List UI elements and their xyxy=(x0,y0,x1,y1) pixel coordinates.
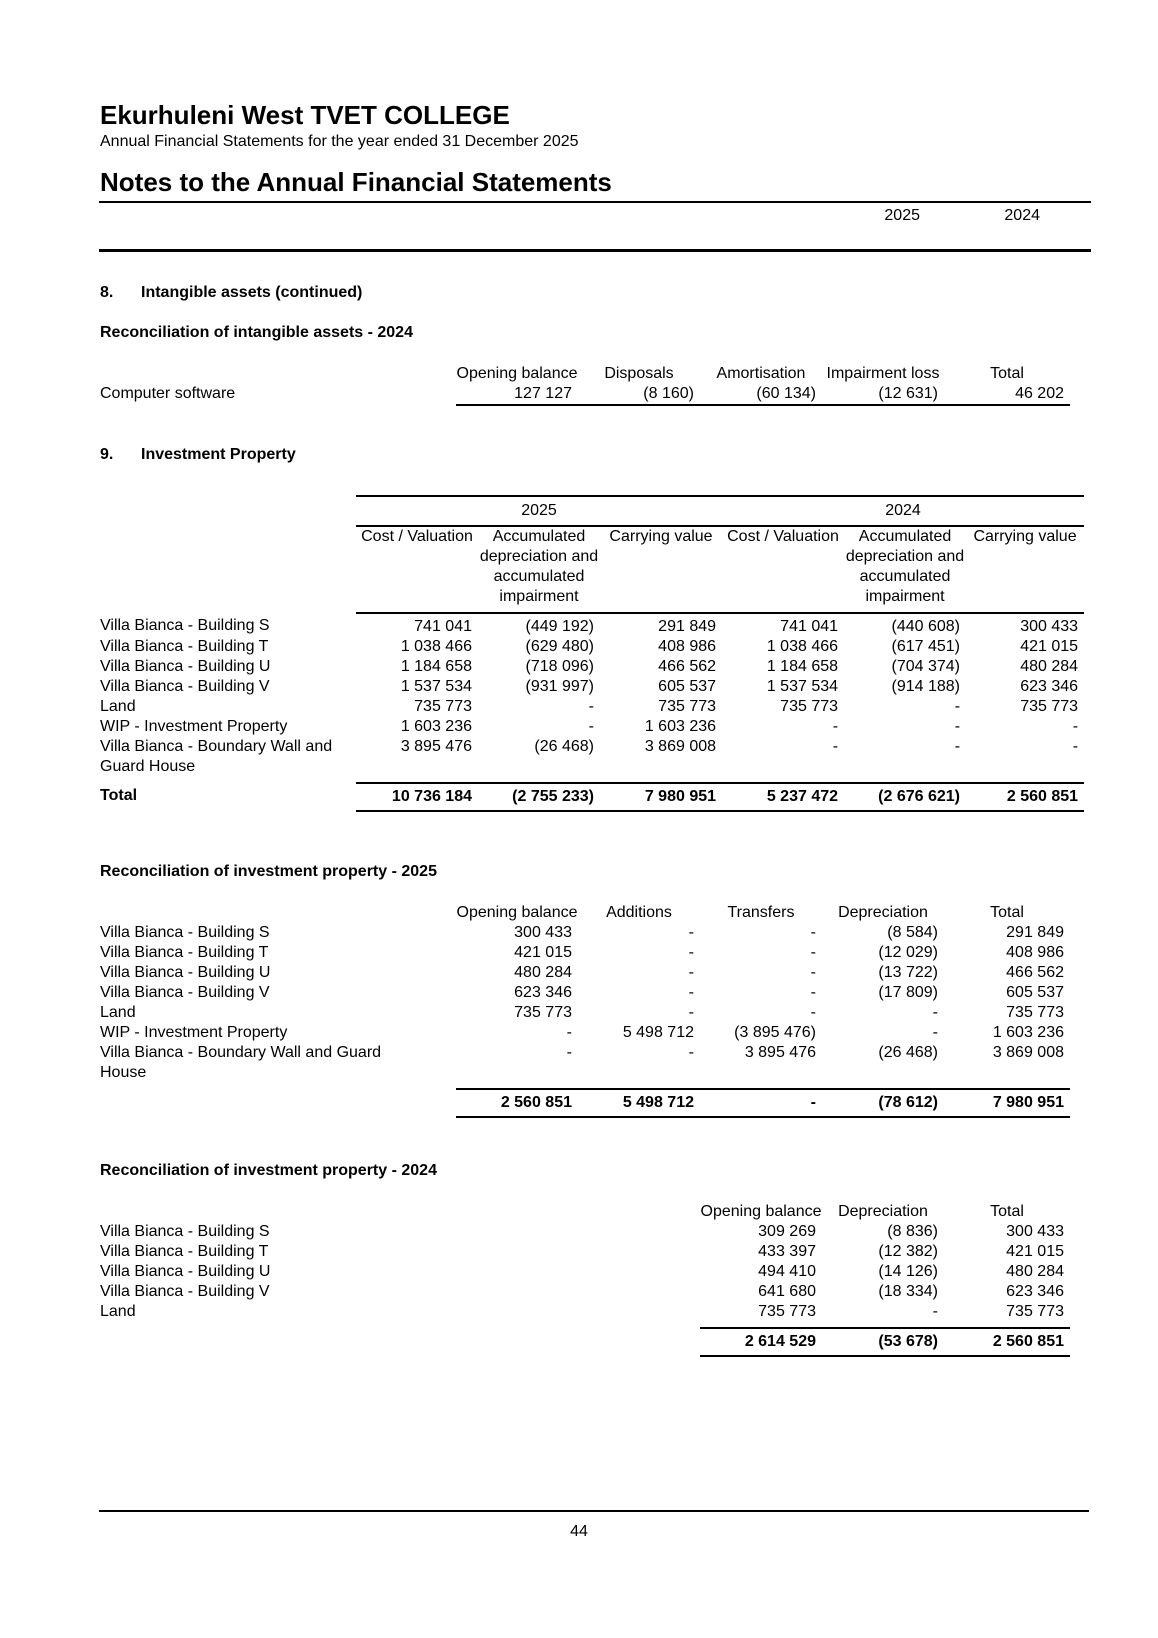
cell-value: 741 041 xyxy=(780,618,839,635)
header-top-rule xyxy=(99,201,1091,203)
group-header-2024: 2024 xyxy=(722,496,1084,526)
table-row xyxy=(100,1242,1070,1262)
cell-value: (8 584) xyxy=(887,924,938,941)
total-value: 10 736 184 xyxy=(356,783,478,811)
cell-value: (18 334) xyxy=(878,1283,938,1300)
table-row xyxy=(100,1262,1070,1282)
cell-value: (60 134) xyxy=(700,384,822,405)
total-value: 5 237 472 xyxy=(722,783,844,811)
table-row xyxy=(100,637,1084,657)
column-header: Carrying value xyxy=(966,526,1084,613)
cell-value: - xyxy=(1072,738,1079,755)
cell-value: 3 895 476 xyxy=(400,738,472,755)
cell-value: 1 603 236 xyxy=(992,1024,1064,1041)
cell-value: - xyxy=(566,1024,572,1041)
row-label: Villa Bianca - Building V xyxy=(100,1283,270,1300)
cell-value: 5 498 712 xyxy=(622,1024,694,1041)
cell-value: 1 537 534 xyxy=(766,678,839,695)
section-9-number: 9. xyxy=(100,446,114,463)
cell-value: (26 468) xyxy=(534,738,594,755)
section-8-subheading: Reconciliation of intangible assets - 2024 xyxy=(100,324,413,341)
cell-value: 623 346 xyxy=(1020,678,1079,695)
column-header: Amortisation xyxy=(716,365,806,382)
cell-value: 1 184 658 xyxy=(400,658,472,675)
cell-value: - xyxy=(932,1303,938,1320)
cell-value: 623 346 xyxy=(514,984,572,1001)
cell-value: (8 160) xyxy=(578,384,700,405)
cell-value: 291 849 xyxy=(658,618,717,635)
section-8-heading: Intangible assets (continued) xyxy=(141,284,363,301)
intangible-recon-2024-table xyxy=(100,364,1070,406)
cell-value: - xyxy=(688,1044,694,1061)
cell-value: 46 202 xyxy=(944,384,1070,405)
total-value: 7 980 951 xyxy=(944,1089,1070,1117)
row-label: Villa Bianca - Building V xyxy=(100,984,270,1001)
cell-value: 291 849 xyxy=(1006,924,1064,941)
section-8-number: 8. xyxy=(100,284,114,301)
table-row xyxy=(100,923,1070,943)
cell-value: 735 773 xyxy=(658,698,717,715)
row-label: WIP - Investment Property xyxy=(100,1024,288,1041)
total-value: 2 560 851 xyxy=(966,783,1084,811)
cell-value: 735 773 xyxy=(414,698,472,715)
cell-value: (8 836) xyxy=(887,1223,938,1240)
row-label: Villa Bianca - Building S xyxy=(100,617,270,634)
cell-value: 1 537 534 xyxy=(400,678,472,695)
table-row xyxy=(100,717,1084,737)
cell-value: 480 284 xyxy=(514,964,572,981)
row-label: Computer software xyxy=(100,385,236,402)
row-label: Villa Bianca - Building T xyxy=(100,638,269,655)
cell-value: 735 773 xyxy=(1020,698,1079,715)
column-header: Additions xyxy=(606,904,672,921)
cell-value: 421 015 xyxy=(514,944,572,961)
cell-value: (14 126) xyxy=(878,1263,938,1280)
cell-value: 641 680 xyxy=(758,1283,816,1300)
cell-value: (12 382) xyxy=(878,1243,938,1260)
cell-value: 1 038 466 xyxy=(400,638,472,655)
cell-value: - xyxy=(954,718,961,735)
cell-value: 421 015 xyxy=(1020,638,1079,655)
row-label: WIP - Investment Property xyxy=(100,718,288,735)
year-group-header-row xyxy=(100,496,1084,526)
investment-recon-2025-table xyxy=(100,903,1070,1118)
total-value: 5 498 712 xyxy=(578,1089,700,1117)
row-label: Villa Bianca - Building U xyxy=(100,658,271,675)
cell-value: 735 773 xyxy=(1006,1303,1064,1320)
cell-value: - xyxy=(954,698,961,715)
cell-value: - xyxy=(954,738,961,755)
cell-value: 300 433 xyxy=(1020,618,1079,635)
cell-value: 1 603 236 xyxy=(400,718,472,735)
row-label: Land xyxy=(100,698,136,715)
table-row xyxy=(100,613,1084,637)
column-header: Disposals xyxy=(604,365,674,382)
cell-value: 466 562 xyxy=(658,658,717,675)
cell-value: 735 773 xyxy=(1006,1004,1064,1021)
column-header: Carrying value xyxy=(600,526,722,613)
cell-value: - xyxy=(588,698,594,715)
column-header: Cost / Valuation xyxy=(356,526,478,613)
column-header: Opening balance xyxy=(456,904,578,921)
section-9-heading: Investment Property xyxy=(141,446,296,463)
cell-value: (13 722) xyxy=(878,964,938,981)
table-row xyxy=(100,983,1070,1003)
cell-value: 300 433 xyxy=(1006,1223,1064,1240)
table-row xyxy=(100,657,1084,677)
cell-value: - xyxy=(810,924,816,941)
column-header: Depreciation xyxy=(838,1203,928,1220)
page-title: Notes to the Annual Financial Statements xyxy=(100,167,612,197)
cell-value: 3 869 008 xyxy=(644,738,717,755)
table-row xyxy=(100,1302,1070,1328)
cell-value: (26 468) xyxy=(878,1044,938,1061)
header-bottom-rule xyxy=(99,249,1091,252)
column-header: Transfers xyxy=(727,904,795,921)
table-header-row xyxy=(100,364,1070,384)
row-label: Villa Bianca - Boundary Wall and Guard House xyxy=(100,1044,382,1081)
column-header: Cost / Valuation xyxy=(722,526,844,613)
column-header: Opening balance xyxy=(456,365,578,382)
cell-value: 309 269 xyxy=(758,1223,816,1240)
table-row xyxy=(100,1023,1070,1043)
cell-value: (3 895 476) xyxy=(734,1024,816,1041)
cell-value: 735 773 xyxy=(780,698,839,715)
cell-value: (449 192) xyxy=(525,618,594,635)
cell-value: (12 631) xyxy=(822,384,944,405)
cell-value: - xyxy=(932,1004,938,1021)
table-row xyxy=(100,1222,1070,1242)
column-header: Opening balance xyxy=(700,1203,822,1220)
total-row xyxy=(100,783,1084,811)
cell-value: - xyxy=(832,718,839,735)
cell-value: 3 869 008 xyxy=(992,1044,1064,1061)
cell-value: 1 603 236 xyxy=(644,718,717,735)
table-row xyxy=(100,677,1084,697)
cell-value: (629 480) xyxy=(525,638,594,655)
cell-value: - xyxy=(932,1024,938,1041)
cell-value: 735 773 xyxy=(758,1303,816,1320)
cell-value: 300 433 xyxy=(514,924,572,941)
cell-value: 480 284 xyxy=(1006,1263,1064,1280)
cell-value: - xyxy=(810,964,816,981)
row-label: Villa Bianca - Building V xyxy=(100,678,270,695)
row-label: Villa Bianca - Building T xyxy=(100,944,269,961)
table-row xyxy=(100,1282,1070,1302)
cell-value: - xyxy=(810,984,816,1001)
cell-value: 127 127 xyxy=(456,384,578,405)
total-value: (2 676 621) xyxy=(844,783,966,811)
table-row xyxy=(100,963,1070,983)
cell-value: (931 997) xyxy=(525,678,594,695)
total-value: (78 612) xyxy=(822,1089,944,1117)
cell-value: (914 188) xyxy=(891,678,961,695)
row-label: Villa Bianca - Building S xyxy=(100,924,270,941)
table-row xyxy=(100,1043,1070,1089)
year-prior-header: 2024 xyxy=(1004,207,1040,224)
total-row xyxy=(100,1328,1070,1356)
cell-value: 466 562 xyxy=(1006,964,1064,981)
cell-value: 480 284 xyxy=(1020,658,1079,675)
cell-value: - xyxy=(588,718,594,735)
table-header-row xyxy=(100,903,1070,923)
column-header: Total xyxy=(990,1203,1024,1220)
cell-value: - xyxy=(566,1044,572,1061)
total-label: Total xyxy=(100,787,138,804)
cell-value: 1 184 658 xyxy=(766,658,839,675)
cell-value: 605 537 xyxy=(1006,984,1064,1001)
table-row xyxy=(100,1003,1070,1023)
page-number: 44 xyxy=(570,1523,588,1540)
total-value: (2 755 233) xyxy=(478,783,600,811)
column-header: Depreciation xyxy=(838,904,928,921)
row-label: Villa Bianca - Building T xyxy=(100,1243,269,1260)
cell-value: - xyxy=(810,1004,816,1021)
cell-value: 623 346 xyxy=(1006,1283,1064,1300)
table-row xyxy=(100,943,1070,963)
cell-value: (617 451) xyxy=(891,638,961,655)
cell-value: - xyxy=(832,738,839,755)
table-header-row xyxy=(100,1202,1070,1222)
college-name: Ekurhuleni West TVET COLLEGE xyxy=(100,100,510,130)
investment-recon-2024-table xyxy=(100,1202,1070,1357)
total-value: - xyxy=(700,1089,822,1117)
cell-value: 421 015 xyxy=(1006,1243,1064,1260)
total-value: 2 560 851 xyxy=(456,1089,578,1117)
cell-value: (440 608) xyxy=(891,618,961,635)
total-row xyxy=(100,1089,1070,1117)
total-value: (53 678) xyxy=(822,1328,944,1356)
row-label: Land xyxy=(100,1004,136,1021)
total-value: 2 614 529 xyxy=(700,1328,822,1356)
row-label: Villa Bianca - Building U xyxy=(100,1263,271,1280)
cell-value: (718 096) xyxy=(525,658,594,675)
cell-value: 408 986 xyxy=(658,638,717,655)
cell-value: 1 038 466 xyxy=(766,638,839,655)
statement-subtitle: Annual Financial Statements for the year ended 31 December 2025 xyxy=(100,133,579,150)
recon-2024-heading: Reconciliation of investment property - 2024 xyxy=(100,1162,437,1179)
cell-value: 605 537 xyxy=(658,678,717,695)
row-label: Villa Bianca - Building U xyxy=(100,964,271,981)
table-header-row xyxy=(100,526,1084,613)
column-header: Total xyxy=(990,365,1024,382)
cell-value: 433 397 xyxy=(758,1243,816,1260)
cell-value: (12 029) xyxy=(878,944,938,961)
cell-value: - xyxy=(688,1004,694,1021)
cell-value: 3 895 476 xyxy=(744,1044,816,1061)
table-row xyxy=(100,737,1084,783)
cell-value: - xyxy=(688,924,694,941)
investment-property-table xyxy=(100,495,1084,812)
cell-value: - xyxy=(688,944,694,961)
cell-value: 494 410 xyxy=(758,1263,816,1280)
year-current-header: 2025 xyxy=(884,207,920,224)
cell-value: - xyxy=(1072,718,1079,735)
footer-rule xyxy=(99,1510,1089,1512)
table-row xyxy=(100,697,1084,717)
table-row xyxy=(100,384,1070,405)
column-header: Accumulated depreciation and accumulated impairment xyxy=(478,526,600,613)
cell-value: 408 986 xyxy=(1006,944,1064,961)
row-label: Villa Bianca - Building S xyxy=(100,1223,270,1240)
row-label: Land xyxy=(100,1303,136,1320)
group-header-2025: 2025 xyxy=(356,496,722,526)
cell-value: - xyxy=(810,944,816,961)
column-header: Total xyxy=(990,904,1024,921)
cell-value: (17 809) xyxy=(878,984,938,1001)
total-value: 7 980 951 xyxy=(600,783,722,811)
cell-value: 735 773 xyxy=(514,1004,572,1021)
cell-value: 741 041 xyxy=(414,618,472,635)
recon-2025-heading: Reconciliation of investment property - 2025 xyxy=(100,863,437,880)
row-label: Villa Bianca - Boundary Wall and Guard House xyxy=(100,738,333,775)
total-value: 2 560 851 xyxy=(944,1328,1070,1356)
column-header: Accumulated depreciation and accumulated impairment xyxy=(844,526,966,613)
cell-value: - xyxy=(688,964,694,981)
column-header: Impairment loss xyxy=(826,365,940,382)
cell-value: (704 374) xyxy=(891,658,961,675)
cell-value: - xyxy=(688,984,694,1001)
